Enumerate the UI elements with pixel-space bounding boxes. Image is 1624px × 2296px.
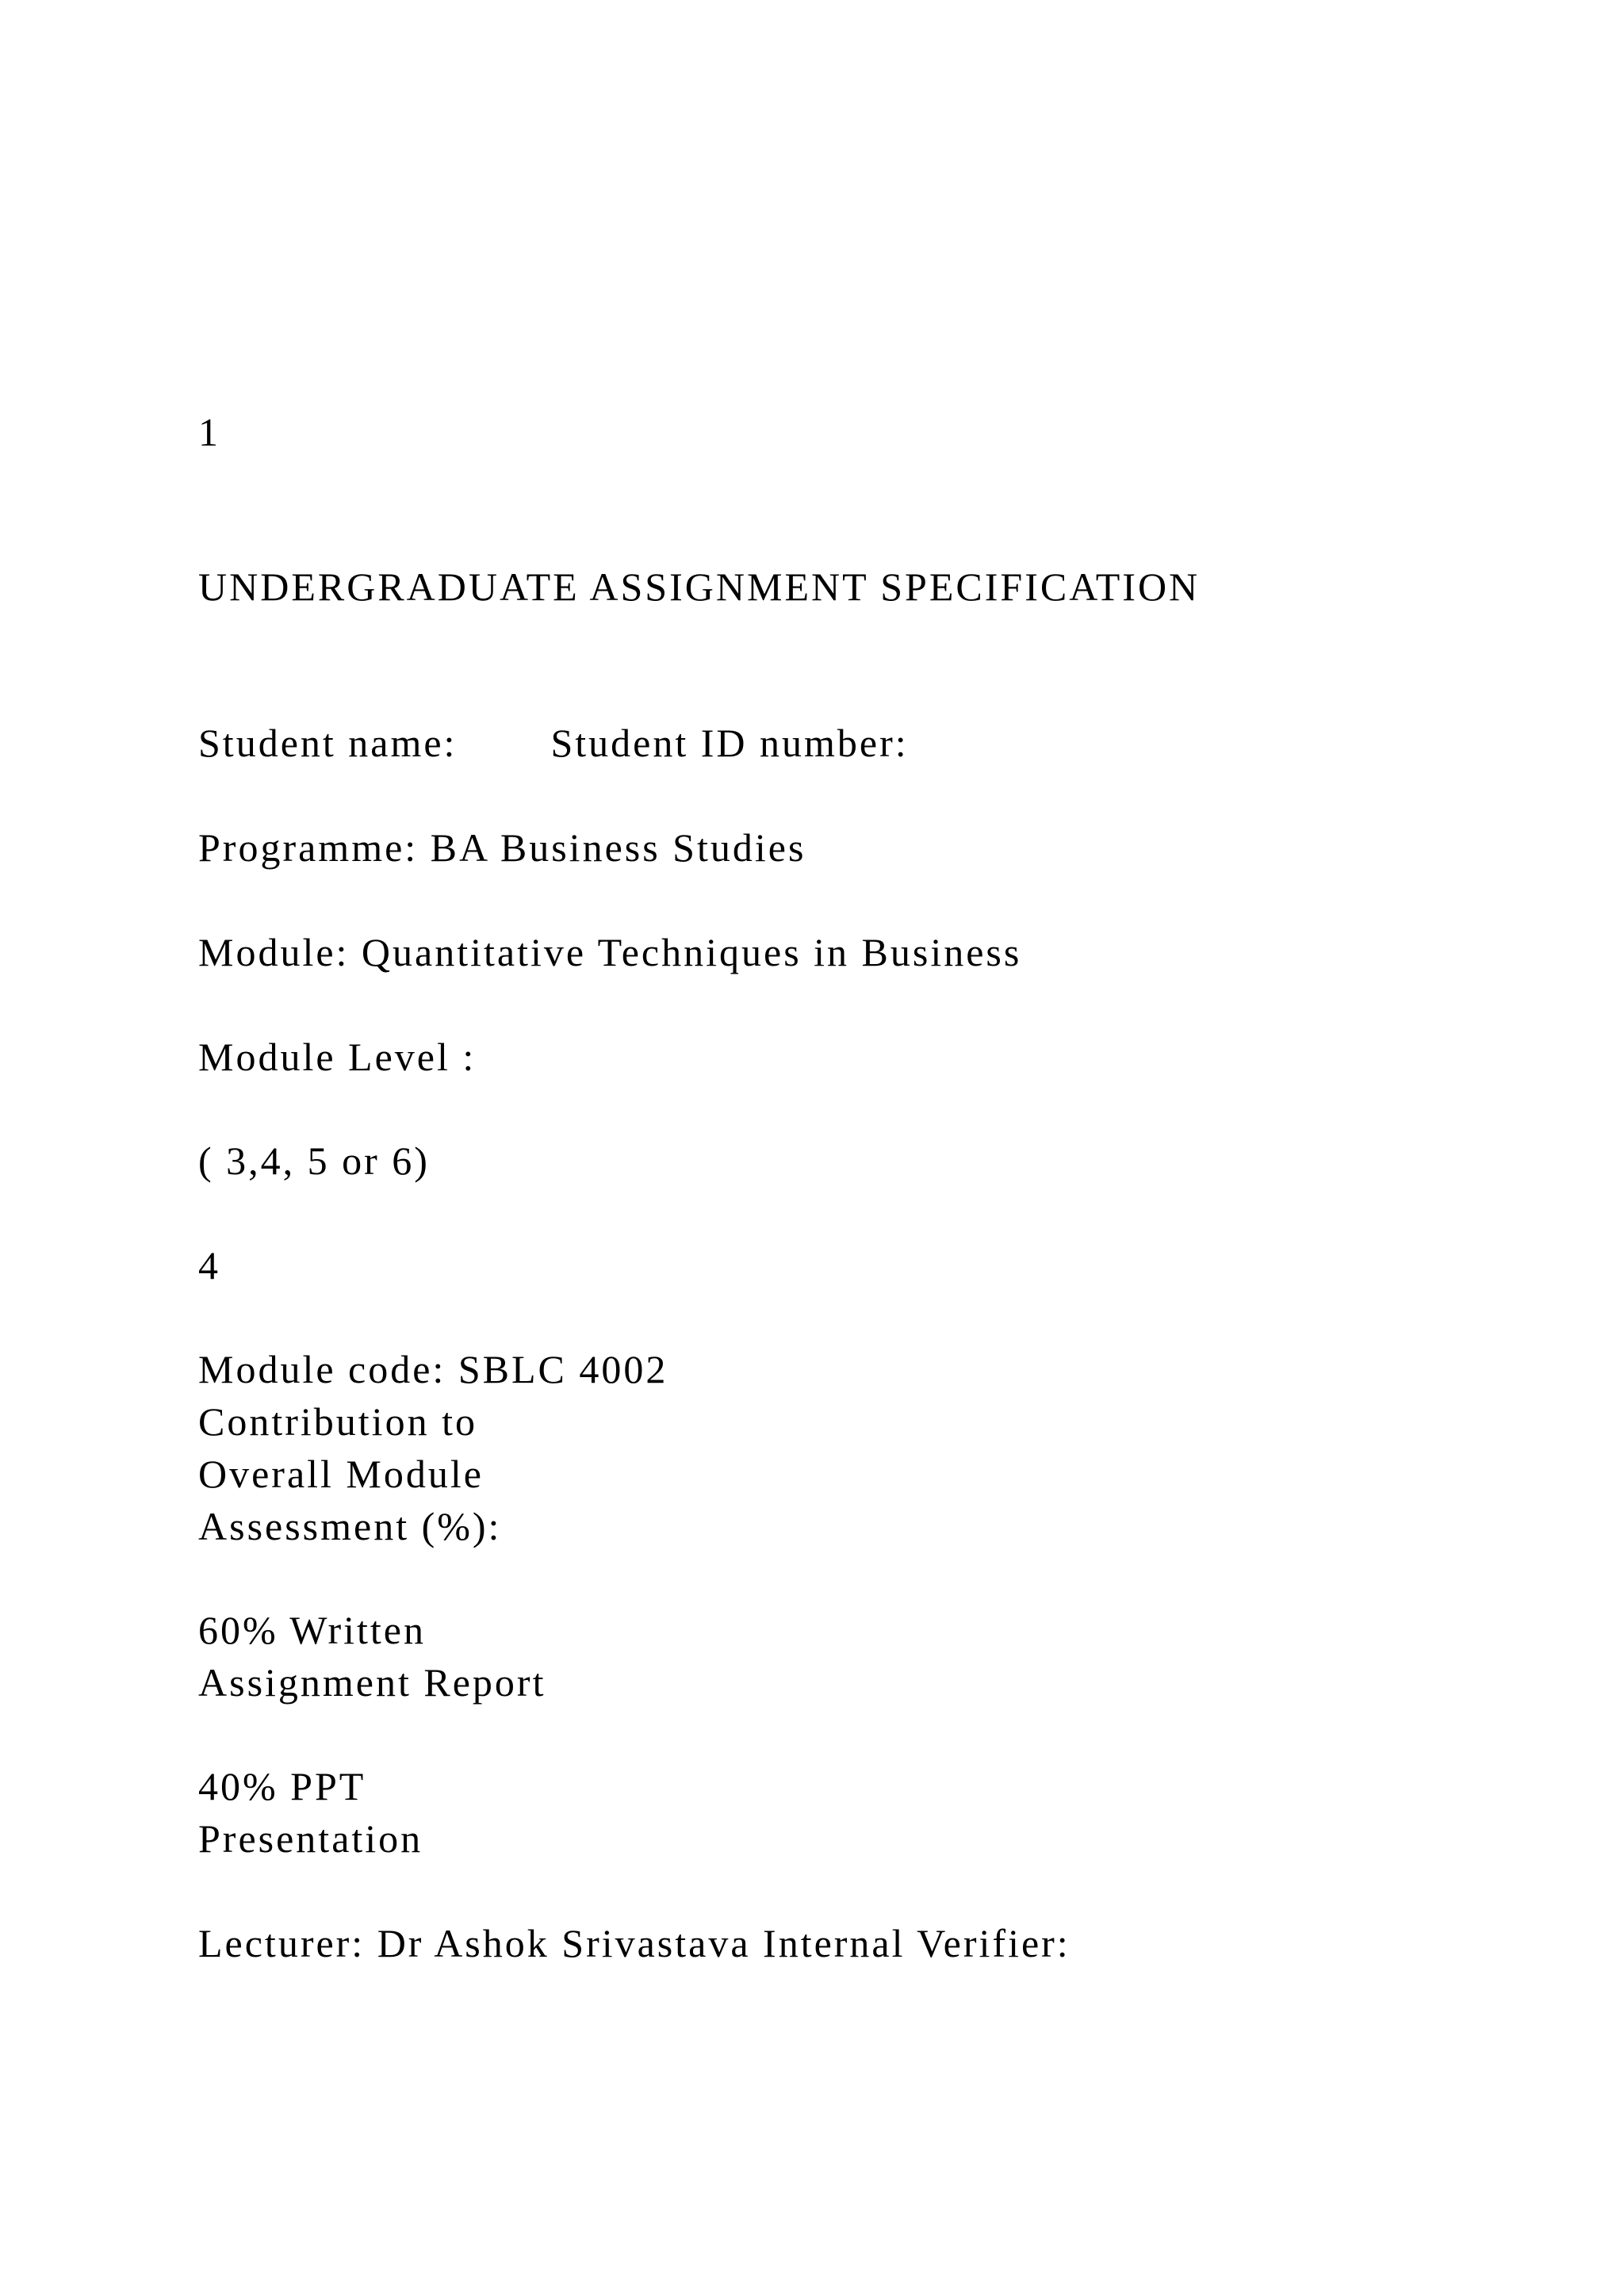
assessment-ppt-line2: Presentation: [198, 1816, 423, 1861]
student-info-line: [198, 717, 909, 769]
assessment-written-line1: 60% Written: [198, 1608, 426, 1652]
assessment-ppt-line1: 40% PPT: [198, 1764, 366, 1808]
document-title: UNDERGRADUATE ASSIGNMENT SPECIFICATION: [198, 564, 1201, 609]
student-id-label: Student ID number:: [550, 721, 909, 765]
module-level-options: ( 3,4, 5 or 6): [198, 1138, 430, 1183]
programme-line: Programme: BA Business Studies: [198, 825, 806, 870]
contribution-label-line3: Assessment (%):: [198, 1504, 502, 1548]
module-level-value: 4: [198, 1243, 220, 1288]
module-line: Module: Quantitative Techniques in Business: [198, 930, 1022, 974]
module-level-label: Module Level :: [198, 1035, 477, 1079]
student-name-label: Student name:: [198, 721, 458, 765]
page-number: 1: [198, 410, 220, 454]
contribution-label-line2: Overall Module: [198, 1452, 484, 1496]
module-code-line: Module code: SBLC 4002: [198, 1347, 668, 1391]
contribution-label-line1: Contribution to: [198, 1399, 477, 1444]
lecturer-line: Lecturer: Dr Ashok Srivastava Internal Verifier:: [198, 1921, 1071, 1965]
assessment-written-line2: Assignment Report: [198, 1660, 546, 1705]
